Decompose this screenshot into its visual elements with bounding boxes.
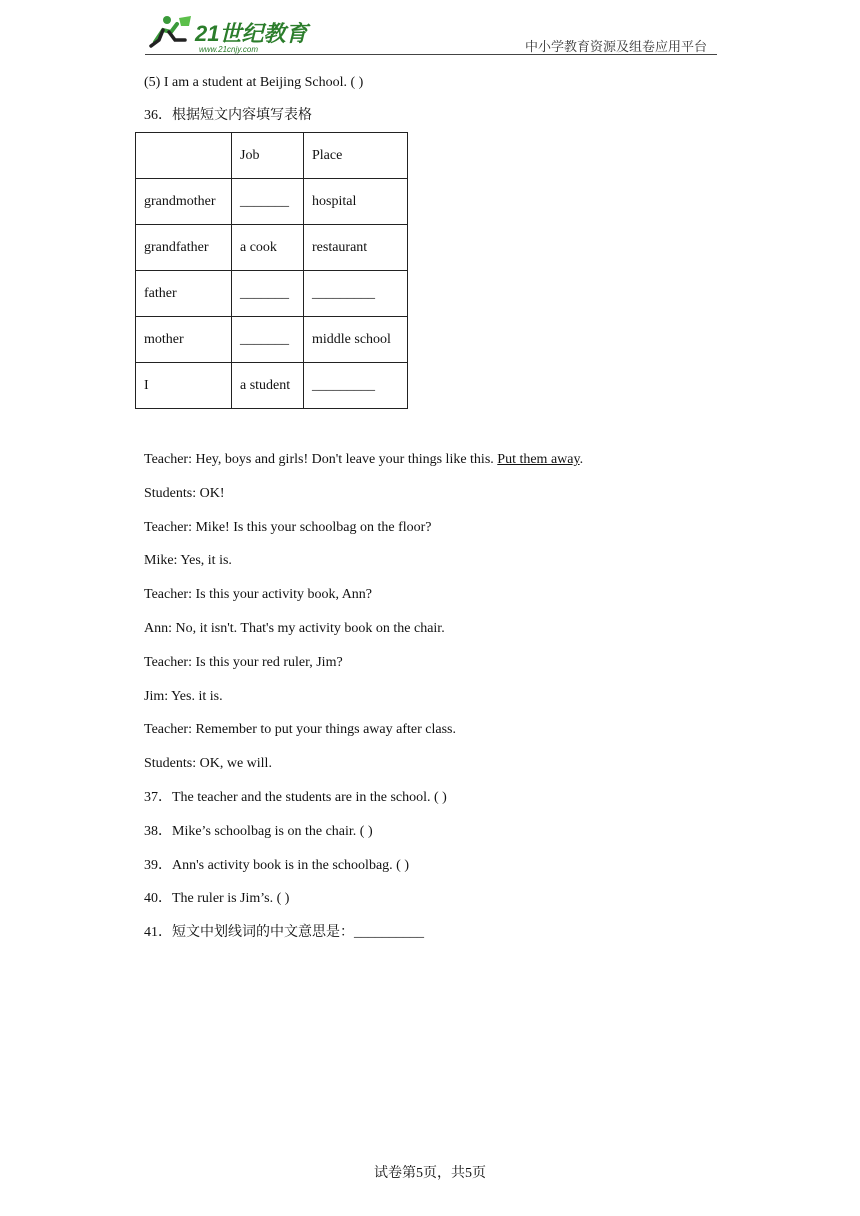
table-cell: grandfather xyxy=(136,225,232,271)
site-logo xyxy=(145,12,315,54)
fill-in-table xyxy=(135,132,408,409)
passage-line: Mike: Yes, it is. xyxy=(144,553,232,568)
table-cell: hospital xyxy=(304,179,408,225)
underlined-phrase: Put them away xyxy=(497,452,580,467)
table-row xyxy=(136,179,408,225)
table-header-cell: Place xyxy=(304,133,408,179)
question-5: (5) I am a student at Beijing School. ( ) xyxy=(144,75,364,90)
question-41: 41．短文中划线词的中文意思是：__________ xyxy=(144,925,424,940)
table-cell: mother xyxy=(136,317,232,363)
passage-text: . xyxy=(579,452,584,467)
table-header-cell: Job xyxy=(232,133,304,179)
question-37: 37．The teacher and the students are in the school. ( ) xyxy=(144,790,447,805)
table-cell: grandmother xyxy=(136,179,232,225)
table-cell: restaurant xyxy=(304,225,408,271)
table-row xyxy=(136,317,408,363)
q36-title: 36．根据短文内容填写表格 xyxy=(144,108,312,123)
passage-line: Teacher: Mike! Is this your schoolbag on the floor? xyxy=(144,520,432,535)
table-cell: a student xyxy=(232,363,304,409)
passage-line: Ann: No, it isn't. That's my activity book on the chair. xyxy=(144,621,445,636)
passage-line: Students: OK! xyxy=(144,486,225,501)
logo-text: 21世纪教育 xyxy=(195,21,308,46)
logo-url: www.21cnjy.com xyxy=(199,45,258,54)
table-cell: _______ xyxy=(232,317,304,363)
table-cell: _______ xyxy=(232,179,304,225)
question-38: 38．Mike’s schoolbag is on the chair. ( ) xyxy=(144,824,373,839)
table-row xyxy=(136,225,408,271)
passage-line: Jim: Yes. it is. xyxy=(144,689,223,704)
table-cell: _________ xyxy=(304,271,408,317)
passage-line: Teacher: Remember to put your things away after class. xyxy=(144,722,456,737)
passage-line-first xyxy=(144,451,583,469)
page-footer: 试卷第5页，共5页 xyxy=(374,1166,486,1181)
question-40: 40．The ruler is Jim’s. ( ) xyxy=(144,891,290,906)
table-cell: father xyxy=(136,271,232,317)
table-header-cell xyxy=(136,133,232,179)
platform-name: 中小学教育资源及组卷应用平台 xyxy=(524,39,707,54)
passage-line: Teacher: Is this your activity book, Ann? xyxy=(144,587,373,602)
page-header xyxy=(145,12,717,56)
table-row xyxy=(136,271,408,317)
table-cell: a cook xyxy=(232,225,304,271)
passage-line: Students: OK, we will. xyxy=(144,756,272,771)
runner-logo-icon xyxy=(145,12,315,54)
table-cell: _______ xyxy=(232,271,304,317)
table-cell: middle school xyxy=(304,317,408,363)
table-cell: _________ xyxy=(304,363,408,409)
passage-text: Teacher: Hey, boys and girls! Don't leave your things like this. xyxy=(144,452,498,467)
table-cell: I xyxy=(136,363,232,409)
question-39: 39．Ann's activity book is in the schoolbag. ( ) xyxy=(144,858,409,873)
table-row xyxy=(136,363,408,409)
header-divider xyxy=(145,54,717,55)
table-header-row xyxy=(136,133,408,179)
passage-line: Teacher: Is this your red ruler, Jim? xyxy=(144,655,343,670)
